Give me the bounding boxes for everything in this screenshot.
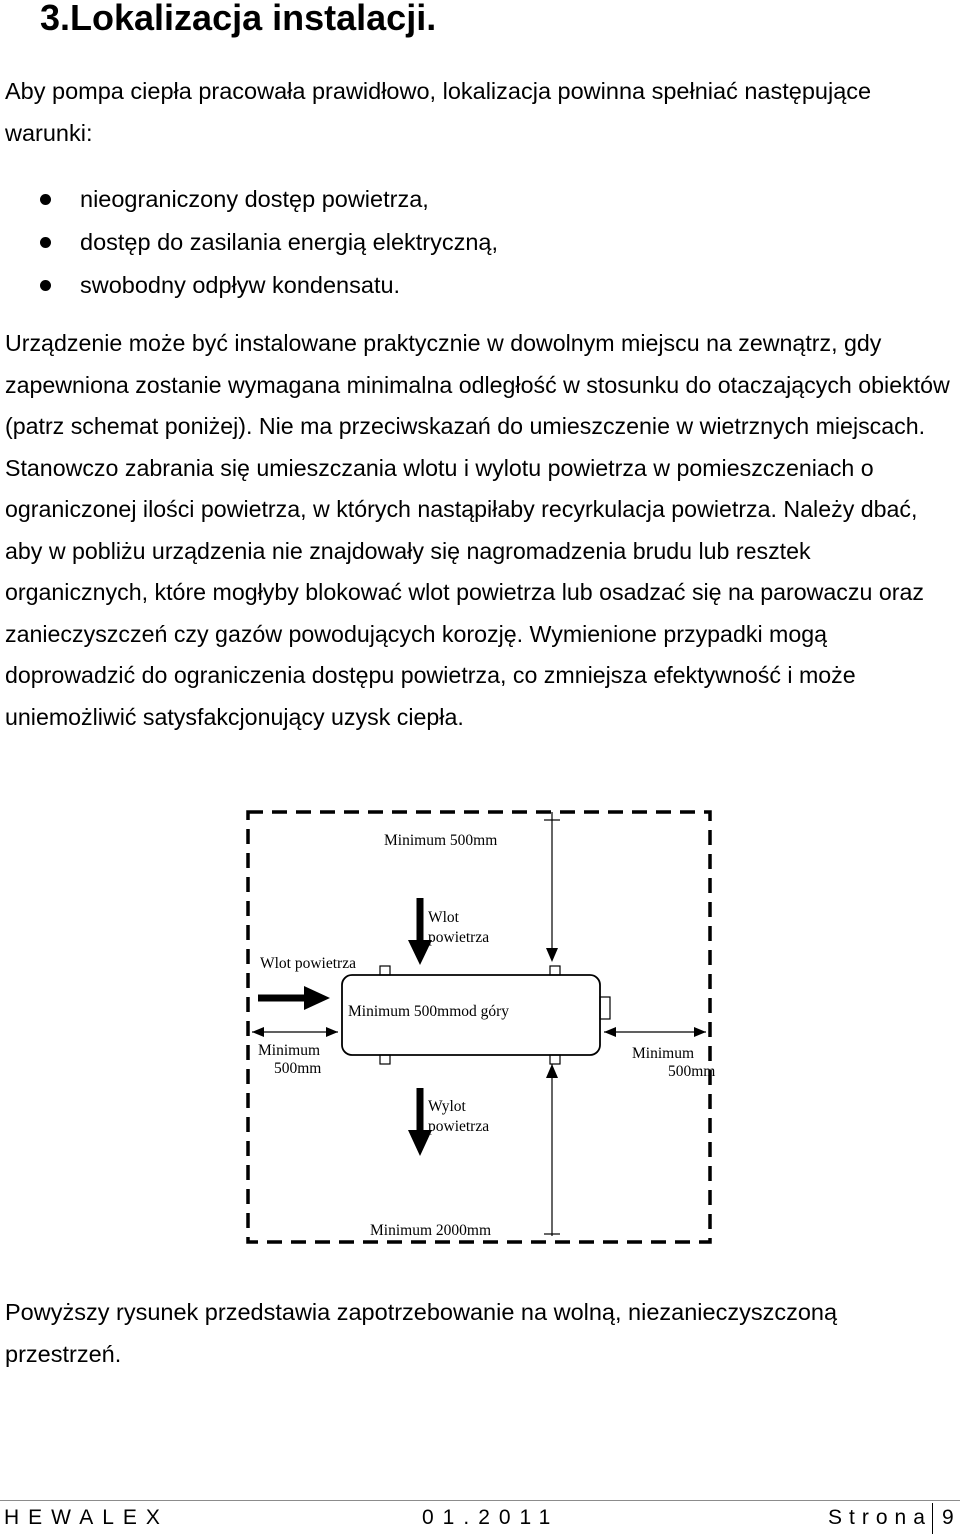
inlet-top-label: Wlot <box>428 909 459 926</box>
list-item-text: dostęp do zasilania energią elektryczną, <box>80 229 499 255</box>
footer-date: 01.2011 <box>422 1506 560 1529</box>
left-clearance-label: 500mm <box>274 1060 322 1077</box>
clearance-diagram <box>232 800 732 1260</box>
arrow-right-icon <box>694 1027 706 1037</box>
right-clearance-label: 500mm <box>668 1063 716 1080</box>
bullet-icon <box>40 280 51 291</box>
arrow-right-icon <box>304 986 330 1010</box>
section-heading: 3.Lokalizacja instalacji. <box>40 0 437 38</box>
top-clearance-label: Minimum 500mm <box>384 832 498 849</box>
inlet-side-label: Wlot powietrza <box>260 955 356 972</box>
conditions-list <box>0 178 498 307</box>
list-item <box>0 221 498 264</box>
list-item <box>0 264 498 307</box>
unit-foot <box>380 966 390 975</box>
arrow-down-icon <box>546 948 558 962</box>
body-paragraph: Urządzenie może być instalowane praktycznie w dowolnym miejscu na zewnątrz, gdy zapewniona zostanie wymagana minimalna odległość w stosunku do otaczających obiektów (patrz schemat poniżej). Nie ma przeciwskazań do umieszczenie w wietrznych miejscach. Stanowczo zabrania się umieszczania wlotu i wylotu powietrza w pomieszczeniach o ograniczonej ilości powietrza, w których nastąpiłaby recyrkulacja powietrza. Należy dbać, aby w pobliżu urządzenia nie znajdowały się nagromadzenia brudu lub resztek organicznych, które mogłyby blokować wlot powietrza lub osadzać się na parowaczu oraz zanieczyszczeń czy gazów powodujących korozję. Wymienione przypadki mogą doprowadzić do ograniczenia dostępu powietrza, co zmniejsza efektywność i może uniemożliwić satysfakcjonujący uzysk ciepła. <box>5 330 950 730</box>
footer-brand: HEWALEX <box>4 1506 169 1529</box>
unit-foot <box>550 1055 560 1064</box>
caption-paragraph: Powyższy rysunek przedstawia zapotrzebowanie na wolną, niezanieczyszczoną przestrzeń. <box>5 1299 838 1367</box>
right-clearance-label: Minimum <box>632 1045 695 1062</box>
unit-foot <box>380 1055 390 1064</box>
footer-page-label: Strona <box>828 1506 932 1529</box>
left-clearance-label: Minimum <box>258 1042 321 1059</box>
clearance-boundary <box>248 812 710 1242</box>
unit-label: Minimum 500mmod góry <box>348 1003 510 1020</box>
arrow-up-icon <box>546 1064 558 1078</box>
bullet-icon <box>40 237 51 248</box>
unit-foot <box>550 966 560 975</box>
inlet-top-label: powietrza <box>428 929 490 946</box>
arrow-left-icon <box>604 1027 616 1037</box>
list-item <box>0 178 498 221</box>
list-item-text: swobodny odpływ kondensatu. <box>80 272 401 298</box>
outlet-label: Wylot <box>428 1098 466 1115</box>
bottom-clearance-label: Minimum 2000mm <box>370 1222 491 1239</box>
intro-paragraph: Aby pompa ciepła pracowała prawidłowo, lokalizacja powinna spełniać następujące warunki: <box>5 78 872 146</box>
list-item-text: nieograniczony dostęp powietrza, <box>80 186 429 212</box>
footer-separator <box>932 1503 933 1534</box>
footer-page-number: 9 <box>942 1506 954 1529</box>
arrow-right-icon <box>326 1027 338 1037</box>
bullet-icon <box>40 194 51 205</box>
arrow-left-icon <box>252 1027 264 1037</box>
outlet-label: powietrza <box>428 1118 490 1135</box>
page-footer <box>0 1500 960 1534</box>
unit-connector <box>600 997 610 1019</box>
